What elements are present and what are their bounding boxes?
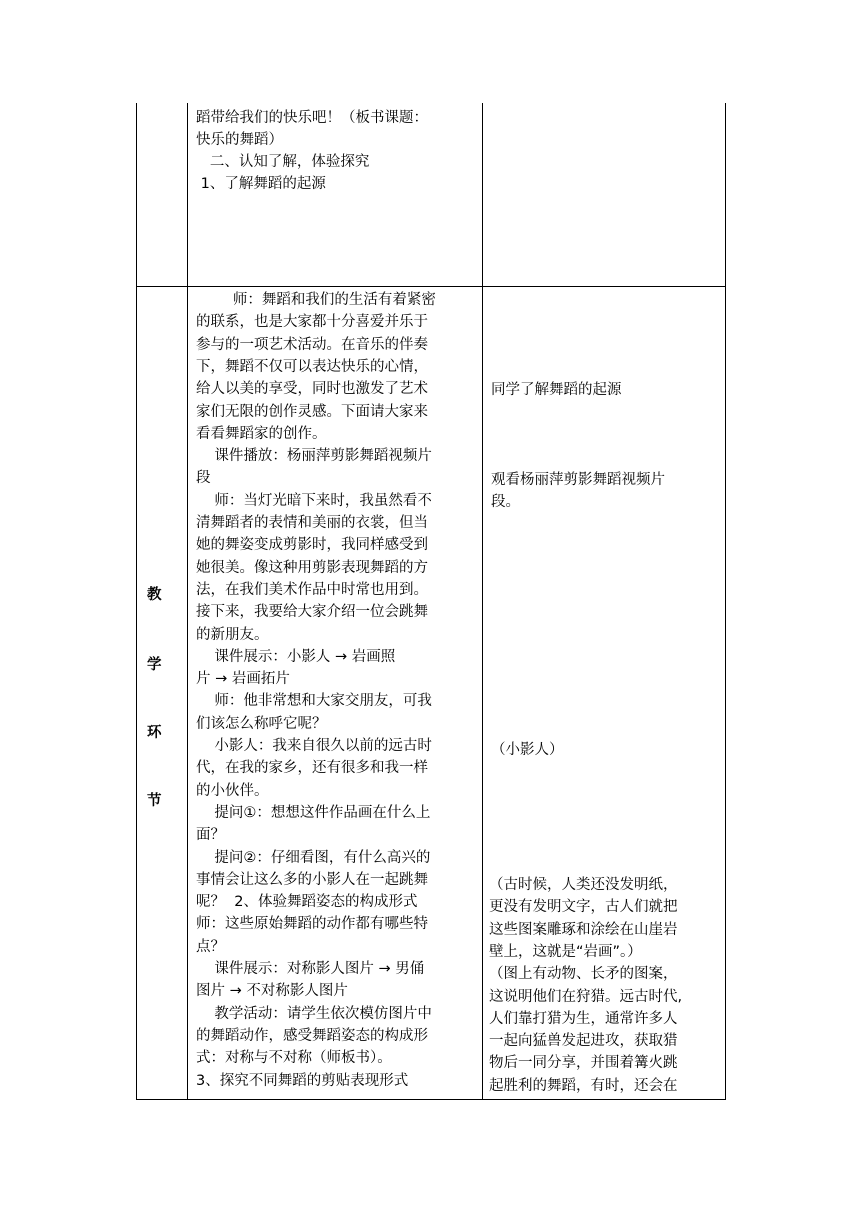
student-explain-line: （古时候，人类还没发明纸，	[489, 877, 678, 893]
text-line: 们该怎么称呼它呢？	[196, 715, 327, 732]
text-line: 课件展示：对称影人图片 → 男俑	[196, 961, 425, 977]
stage-label-char: 教	[147, 587, 162, 603]
text-line: 接下来，我要给大家介绍一位会跳舞	[196, 604, 428, 621]
table-left-border	[136, 103, 137, 1100]
text-line: 二、认知了解，体验探究	[196, 154, 370, 170]
text-line: 她很美。像这种用剪影表现舞蹈的方	[196, 559, 428, 576]
text-line: 的小伙伴。	[196, 782, 269, 799]
text-line: 课件展示：小影人 → 岩画照	[196, 648, 396, 665]
text-line: 师：这些原始舞蹈的动作都有哪些特	[196, 916, 428, 933]
text-line: 小影人：我来自很久以前的远古时	[196, 738, 432, 754]
text-line: 1、了解舞蹈的起源	[196, 176, 326, 192]
text-line: 点？	[196, 938, 225, 955]
table-bottom-border	[136, 1099, 726, 1100]
stage-label-char: 环	[147, 725, 162, 741]
text-line: 师：他非常想和大家交朋友，可我	[196, 693, 432, 710]
stage-label-char: 节	[147, 793, 162, 809]
text-line: 蹈带给我们的快乐吧！（板书课题：	[196, 110, 428, 126]
student-watch-line: 观看杨丽萍剪影舞蹈视频片	[491, 472, 665, 488]
text-line: 她的舞姿变成剪影时，我同样感受到	[196, 537, 428, 554]
text-line: 3、探究不同舞蹈的剪贴表现形式	[196, 1072, 409, 1089]
student-explain-line: （图上有动物、长矛的图案，	[489, 966, 678, 983]
text-line: 提问②：仔细看图，有什么高兴的	[196, 849, 431, 866]
text-line: 教学活动：请学生依次模仿图片中	[196, 1005, 432, 1022]
text-line: 师：舞蹈和我们的生活有着紧密	[196, 292, 436, 308]
table-row-divider	[136, 286, 726, 287]
student-explain-line: 壁上，这就是“岩画”。）	[489, 943, 642, 960]
text-line: 式：对称与不对称（师板书）。	[196, 1050, 392, 1067]
student-explain-line: 更没有发明文字，古人们就把	[489, 899, 678, 916]
text-line: 的联系，也是大家都十分喜爱并乐于	[196, 314, 428, 331]
table-column-divider-2	[482, 103, 483, 1100]
text-line: 快乐的舞蹈）	[196, 132, 283, 148]
text-line: 的舞蹈动作，感受舞蹈姿态的构成形	[196, 1027, 428, 1044]
text-line: 课件播放：杨丽萍剪影舞蹈视频片	[196, 448, 432, 465]
text-line: 图片 → 不对称影人图片	[196, 983, 348, 1000]
text-line: 事情会让这么多的小影人在一起跳舞	[196, 871, 428, 888]
text-line: 看看舞蹈家的创作。	[196, 425, 327, 442]
text-line: 呢？ 2、体验舞蹈姿态的构成形式	[196, 894, 418, 911]
text-line: 段	[196, 470, 211, 487]
student-origin: 同学了解舞蹈的起源	[491, 382, 622, 398]
student-explain-line: 这说明他们在狩猎。远古时代,	[489, 988, 683, 1005]
table-right-border	[725, 103, 726, 1100]
text-line: 师：当灯光暗下来时，我虽然看不	[196, 492, 432, 509]
student-explain-line: 一起向猛兽发起进攻，获取猎	[489, 1033, 678, 1050]
student-explain-line: 物后一同分享，并围着篝火跳	[489, 1055, 678, 1072]
student-explain-line: 起胜利的舞蹈，有时，还会在	[489, 1077, 678, 1094]
text-line: 代，在我的家乡，还有很多和我一样	[196, 760, 428, 777]
text-line: 法，在我们美术作品中时常也用到。	[196, 581, 428, 598]
text-line: 提问①：想想这件作品画在什么上	[196, 804, 431, 821]
student-watch-line: 段。	[491, 494, 520, 510]
student-answer: （小影人）	[491, 742, 564, 758]
text-line: 的新朋友。	[196, 626, 269, 643]
text-line: 参与的一项艺术活动。在音乐的伴奏	[196, 336, 428, 353]
table-column-divider-1	[187, 103, 188, 1100]
student-explain-line: 这些图案雕琢和涂绘在山崖岩	[489, 921, 678, 938]
stage-label-char: 学	[147, 657, 162, 673]
text-line: 面？	[196, 827, 225, 844]
text-line: 清舞蹈者的表情和美丽的衣裳，但当	[196, 515, 428, 531]
text-line: 家们无限的创作灵感。下面请大家来	[196, 403, 428, 420]
student-explain-line: 人们靠打猎为生，通常许多人	[489, 1010, 678, 1027]
text-line: 片 → 岩画拓片	[196, 671, 290, 688]
text-line: 给人以美的享受，同时也激发了艺术	[196, 381, 428, 398]
text-line: 下，舞蹈不仅可以表达快乐的心情，	[196, 358, 428, 375]
